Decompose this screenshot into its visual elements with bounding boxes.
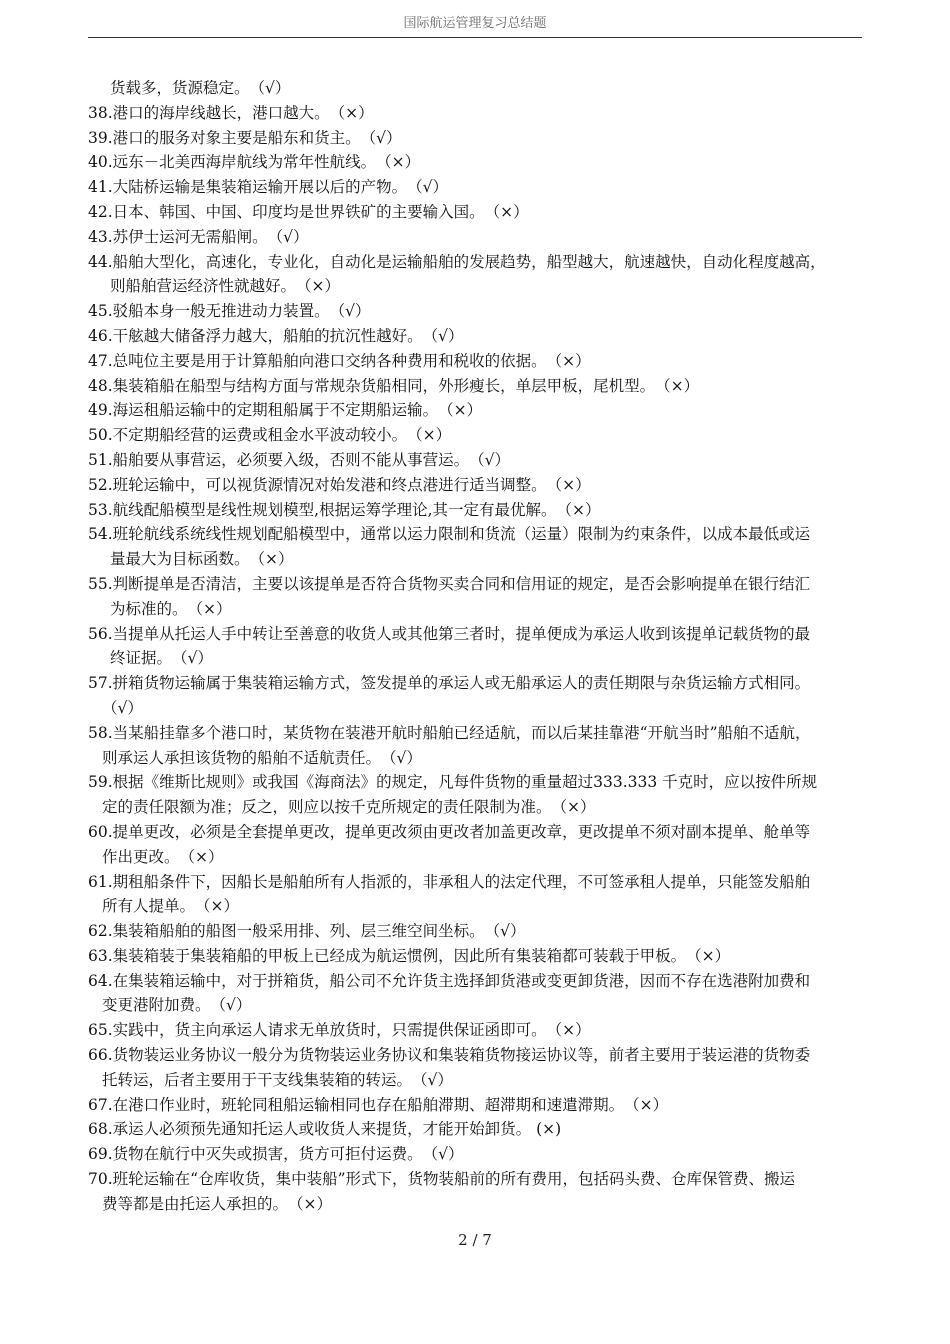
question-line: 41.大陆桥运输是集装箱运输开展以后的产物。 （√） (88, 178, 449, 197)
page-header-title: 国际航运管理复习总结题 (403, 16, 547, 31)
question-line: 作出更改。 （×） (102, 847, 224, 866)
question-line: 46.干舷越大储备浮力越大，船舶的抗沉性越好。 （√） (88, 326, 464, 345)
question-line: （√） (102, 698, 143, 717)
question-line: 所有人提单。 （×） (102, 897, 239, 916)
question-line: 量最大为目标函数。 （×） (110, 550, 294, 569)
header-divider (88, 37, 862, 38)
question-line: 47.总吨位主要是用于计算船舶向港口交纳各种费用和税收的依据。 （×） (88, 351, 591, 370)
question-line: 托转运，后者主要用于干支线集装箱的转运。 （√） (102, 1070, 453, 1089)
question-line: 40.远东－北美西海岸航线为常年性航线。 （×） (88, 153, 421, 172)
question-line: 38.港口的海岸线越长，港口越大。 （×） (88, 103, 374, 122)
question-line: 53.航线配船模型是线性规划模型,根据运筹学理论,其一定有最优解。 （×） (88, 500, 601, 519)
question-line: 58.当某船挂靠多个港口时，某货物在装港开航时船舶已经适航，而以后某挂靠港“开航当时”船舶不适航， (88, 723, 811, 742)
question-line: 63.集装箱装于集装箱船的甲板上已经成为航运惯例，因此所有集装箱都可装载于甲板。 （×） (88, 946, 731, 965)
question-line: 为标准的。 （×） (110, 599, 232, 618)
question-line: 48.集装箱船在船型与结构方面与常规杂货船相同，外形瘦长，单层甲板，尾机型。 （×） (88, 376, 700, 395)
question-line: 45.驳船本身一般无推进动力装置。 （√） (88, 302, 371, 321)
question-line: 70.班轮运输在“仓库收货，集中装船”形式下，货物装船前的所有费用，包括码头费、仓库保管费、搬运 (88, 1170, 796, 1189)
question-line: 43.苏伊士运河无需船闸。 （√） (88, 227, 309, 246)
question-line: 51.船舶要从事营运，必须要入级，否则不能从事营运。 （√） (88, 450, 511, 469)
question-line: 42.日本、韩国、中国、印度均是世界铁矿的主要输入国。 （×） (88, 202, 529, 221)
question-line: 费等都是由托运人承担的。 （×） (102, 1194, 332, 1213)
question-list (88, 76, 868, 1217)
question-line: 56.当提单从托运人手中转让至善意的收货人或其他第三者时，提单便成为承运人收到该提单记载货物的最 (88, 624, 811, 643)
question-line: 57.拼箱货物运输属于集装箱运输方式，签发提单的承运人或无船承运人的责任期限与杂货运输方式相同。 (88, 674, 811, 693)
page-number: 2 / 7 (458, 1231, 492, 1249)
question-line: 59.根据《维斯比规则》或我国《海商法》的规定，凡每件货物的重量超过333.333 千克时，应以按件所规 (88, 773, 818, 792)
question-line: 则承运人承担该货物的船舶不适航责任。 （√） (102, 748, 422, 767)
question-line: 55.判断提单是否清洁，主要以该提单是否符合货物买卖合同和信用证的规定，是否会影响提单在银行结汇 (88, 574, 811, 593)
question-line: 64.在集装箱运输中，对于拼箱货，船公司不允许货主选择卸货港或变更卸货港，因而不存在选港附加费和 (88, 971, 811, 990)
question-line: 54.班轮航线系统线性规划配船模型中，通常以运力限制和货流（运量）限制为约束条件，以成本最低或运 (88, 525, 811, 544)
question-line: 65.实践中，货主向承运人请求无单放货时，只需提供保证函即可。 （×） (88, 1021, 591, 1040)
question-line: 61.期租船条件下，因船长是船舶所有人指派的，非承租人的法定代理，不可签承租人提单，只能签发船舶 (88, 872, 811, 891)
question-line: 终证据。 （√） (110, 649, 213, 668)
question-line: 变更港附加费。 （√） (102, 996, 252, 1015)
question-line: 66.货物装运业务协议一般分为货物装运业务协议和集装箱货物接运协议等，前者主要用于装运港的货物委 (88, 1046, 811, 1065)
question-line: 68.承运人必须预先通知托运人或收货人来提货，才能开始卸货。 (×) (88, 1120, 562, 1139)
question-line: 定的责任限额为准；反之，则应以按千克所规定的责任限制为准。 （×） (102, 798, 596, 817)
question-line: 49.海运租船运输中的定期租船属于不定期船运输。 （×） (88, 401, 483, 420)
question-line: 则船舶营运经济性就越好。 （×） (110, 277, 340, 296)
question-line: 货载多，货源稳定。 （√） (110, 79, 291, 97)
question-line: 69.货物在航行中灭失或损害，货方可拒付运费。 （√） (88, 1145, 464, 1164)
question-line: 50.不定期船经营的运费或租金水平波动较小。 （×） (88, 426, 452, 445)
question-line: 60.提单更改，必须是全套提单更改，提单更改须由更改者加盖更改章，更改提单不须对副本提单、舱单等 (88, 822, 811, 841)
question-line: 44.船舶大型化，高速化，专业化，自动化是运输船舶的发展趋势，船型越大，航速越快，自动化程度越高， (88, 252, 826, 271)
question-line: 39.港口的服务对象主要是船东和货主。 （√） (88, 128, 402, 147)
question-line: 67.在港口作业时，班轮同租船运输相同也存在船舶滞期、超滞期和速遣滞期。 （×） (88, 1095, 669, 1114)
question-line: 62.集装箱船舶的船图一般采用排、列、层三维空间坐标。 （√） (88, 922, 526, 941)
question-line: 52.班轮运输中，可以视货源情况对始发港和终点港进行适当调整。 （×） (88, 475, 591, 494)
